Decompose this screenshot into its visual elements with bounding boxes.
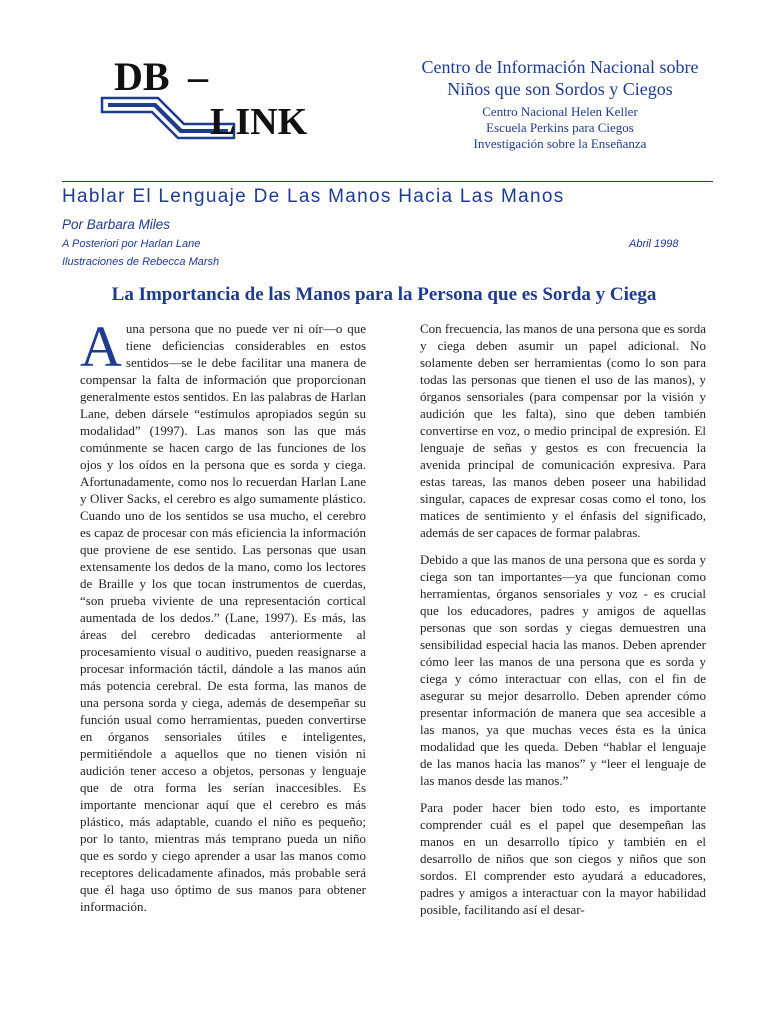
- org-name-line-1: Centro de Información Nacional sobre: [421, 57, 699, 77]
- paragraph-text: una persona que no puede ver ni oír—o que tiene deficiencias considerables en estos sentidos—se le debe facilitar una manera de compensar la falta de información que proporcionan generalmente estos sentidos. En las palabras de Harlan Lane, deben dársele “estímulos apropiados según su modalidad” (1997). Las manos son las que más comúnmente se hacen cargo de las funciones de los ojos y los oídos en la persona que es sorda y ciega. Afortunadamente, como nos lo recuerdan Harlan Lane y Oliver Sacks, el cerebro es algo sumamente plástico. Cuando uno de los sentidos se usa mucho, el cerebro es capaz de procesar con más eficiencia la información que proviene de ese sentido. Las personas que usan extensamente los dedos de la mano, como los lectores de Braille y los que tocan instrumentos de cuerdas, “son prueba viviente de una representación cortical aumentada de los dedos.” (Lane, 1997). Es más, las áreas del cerebro dedicadas anteriormente al procesamiento visual o auditivo, pueden reasignarse a procesar información táctil, dándole a las manos aún más potencia cerebral. De esta forma, las manos de una persona sorda y ciega, además de desempeñar su función usual como herramientas, pueden convertirse en órganos sensoriales útiles e inteligentes, permitiéndole a aquellos que no tienen visión ni audición tener acceso a objetos, personas y lenguaje que de otra forma les serían inaccesibles. Es importante mencionar aquí que el cerebro es más plástico, más adaptable, cuando el niño es pequeño; por lo tanto, mientras más temprano pueda un niño que es sordo y ciego aprender a usar las manos como receptores delicadamente afinados, más probable será que él haga uso óptimo de sus manos para obtener información.: [80, 321, 366, 914]
- paragraph: Debido a que las manos de una persona que es sorda y ciega son tan importantes—ya que funcionan como herramientas, órganos sensoriales y voz - es crucial que los educadores, padres y amigos de aquellas personas que son sordas y ciegas demuestren una sensibilidad especial hacia las manos. Deben aprender cómo leer las manos de una persona que es sorda y ciega y cómo interactuar con ellas, con el fin de asegurar su mejor desarrollo. Deben aprender cómo presentar información de manera que sea accesible a las manos, ya que muchas veces ésta es la única modalidad que les queda. Deben “hablar el lenguaje de las manos hacia las manos” y “leer el lenguaje de las manos desde las manos.”: [420, 552, 706, 788]
- logo-dash-text: –: [188, 54, 208, 99]
- publication-date: Abril 1998: [629, 238, 679, 250]
- logo-db-text: DB: [114, 54, 170, 99]
- posteriori-line: A Posteriori por Harlan Lane: [62, 238, 201, 250]
- header-divider: [62, 181, 713, 182]
- paragraph: Con frecuencia, las manos de una persona que es sorda y ciega deben asumir un papel adicional. No solamente deben ser herramientas (como lo son para todas las personas que tienen el uso de las manos), y órganos sensoriales (para compensar por la visión y audición que les falta), sino que deben también convertirse en voz, o medio principal de expresión. El lenguaje de señas y gestos es con frecuencia la avenida principal de comunicación expresiva. Para estas tareas, las manos deben poseer una habilidad singular, capaces de expresar cosas como el tono, los matices de sentimiento y el énfasis del significado, además de ser capaces de formar palabras.: [420, 321, 706, 540]
- org-sub-line-2: Escuela Perkins para Ciegos: [486, 120, 634, 135]
- paragraph: [80, 314, 366, 915]
- organization-block: [380, 56, 740, 152]
- drop-cap: A: [80, 314, 122, 379]
- section-heading: La Importancia de las Manos para la Persona que es Sorda y Ciega: [111, 284, 657, 305]
- illustrations-credit: Ilustraciones de Rebecca Marsh: [62, 256, 220, 268]
- text-column-right: [420, 320, 706, 928]
- text-column-left: [80, 314, 366, 925]
- db-link-logo: [100, 52, 330, 152]
- org-sub-line-3: Investigación sobre la Enseñanza: [473, 136, 647, 151]
- org-sub-line-1: Centro Nacional Helen Keller: [482, 104, 638, 119]
- document-title: Hablar El Lenguaje De Las Manos Hacia Las Manos: [62, 186, 565, 207]
- author-line: Por Barbara Miles: [62, 217, 171, 232]
- paragraph: Para poder hacer bien todo esto, es importante comprender cuál es el papel que desempeñan las manos en un desarrollo típico y también en el desarrollo de niños que son ciegos y niños que son sordos. El comprender esto ayudará a educadores, padres y amigos a interactuar con la mayor habilidad posible, facilitando así el desar-: [420, 800, 706, 917]
- org-name-line-2: Niños que son Sordos y Ciegos: [447, 79, 673, 99]
- logo-link-text: LINK: [210, 101, 308, 143]
